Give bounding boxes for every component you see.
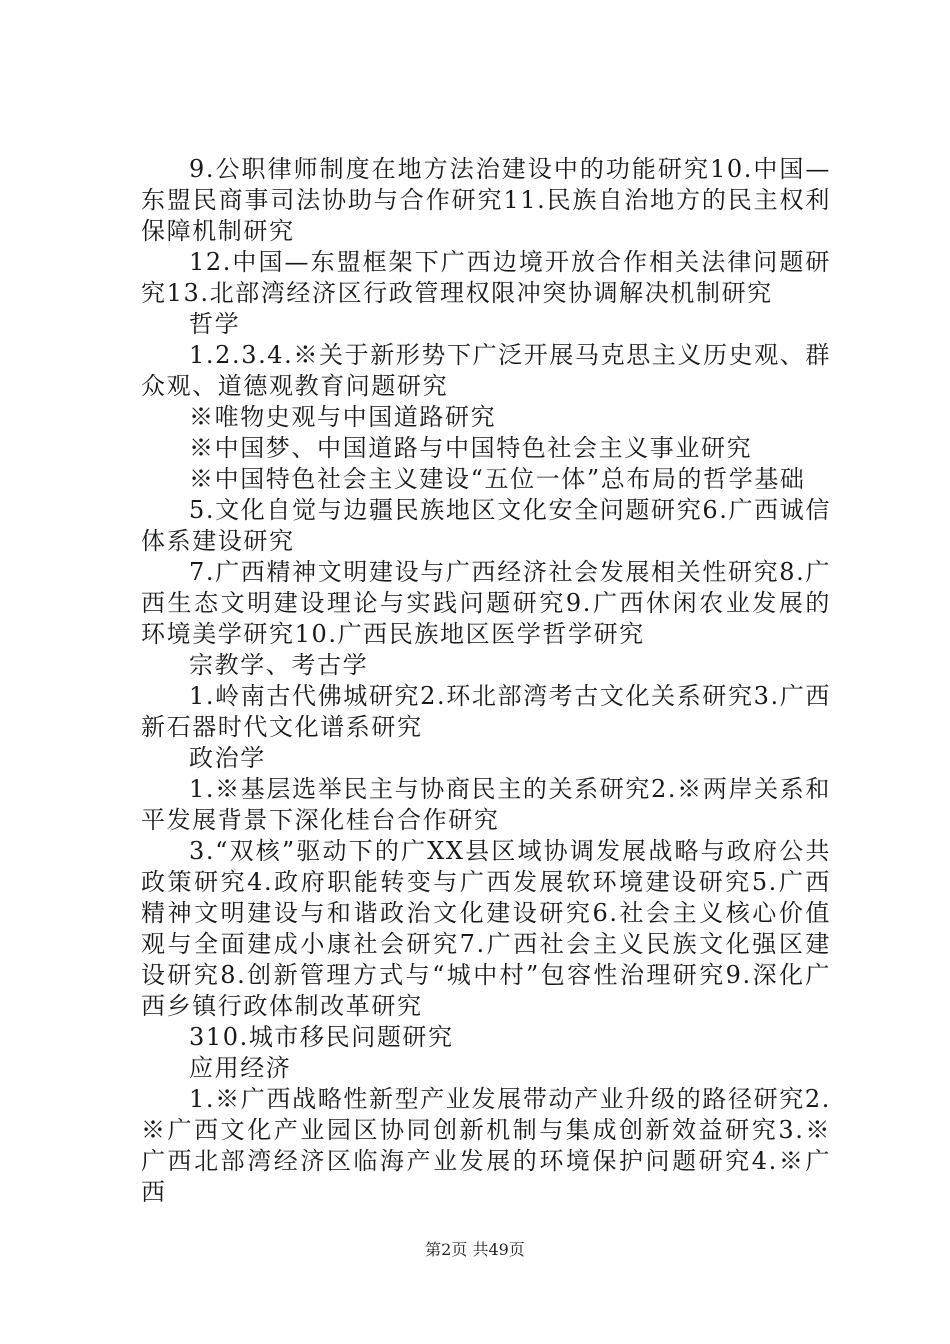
paragraph-law-topics-12-13: 12.中国—东盟框架下广西边境开放合作相关法律问题研究13.北部湾经济区行政管理权限冲突协调解决机制研究 [141, 248, 831, 307]
paragraph-politics-3-9: 3.“双核”驱动下的广XX县区域协调发展战略与政府公共政策研究4.政府职能转变与广西发展软环境建设研究5.广西精神文明建设与和谐政治文化建设研究6.社会主义核心价值观与全面建成小康社会研究7.广西社会主义民族文化强区建设研究8.创新管理方式与“城中村”包容性治理研究9.深化广西乡镇行政体制改革研究 [141, 837, 831, 1020]
paragraph-philosophy-china-dream: ※中国梦、中国道路与中国特色社会主义事业研究 [189, 434, 753, 462]
paragraph-economics-1-4: 1.※广西战略性新型产业发展带动产业升级的路径研究2.※广西文化产业园区协同创新机制与集成创新效益研究3.※广西北部湾经济区临海产业发展的环境保护问题研究4.※广西 [141, 1085, 831, 1206]
section-heading-philosophy: 哲学 [189, 310, 241, 338]
section-heading-politics: 政治学 [189, 744, 266, 772]
paragraph-philosophy-7-10: 7.广西精神文明建设与广西经济社会发展相关性研究8.广西生态文明建设理论与实践问题研究9.广西休闲农业发展的环境美学研究10.广西民族地区医学哲学研究 [141, 558, 831, 648]
paragraph-law-topics-9-11: 9.公职律师制度在地方法治建设中的功能研究10.中国—东盟民商事司法协助与合作研究11.民族自治地方的民主权利保障机制研究 [141, 155, 831, 245]
paragraph-politics-1-2: 1.※基层选举民主与协商民主的关系研究2.※两岸关系和平发展背景下深化桂台合作研究 [141, 775, 831, 834]
section-heading-applied-economics: 应用经济 [189, 1054, 292, 1082]
paragraph-philosophy-historical-materialism: ※唯物史观与中国道路研究 [189, 403, 497, 431]
paragraph-philosophy-five-in-one: ※中国特色社会主义建设“五位一体”总布局的哲学基础 [189, 465, 806, 493]
paragraph-philosophy-5-6: 5.文化自觉与边疆民族地区文化安全问题研究6.广西诚信体系建设研究 [141, 496, 831, 555]
document-body [141, 154, 831, 1208]
section-heading-religion-archaeology: 宗教学、考古学 [189, 651, 369, 679]
paragraph-religion-1-3: 1.岭南古代佛城研究2.环北部湾考古文化关系研究3.广西新石器时代文化谱系研究 [141, 682, 831, 741]
paragraph-politics-310: 310.城市移民问题研究 [189, 1023, 454, 1051]
page-number-footer: 第2页 共49页 [425, 1240, 525, 1259]
paragraph-philosophy-1-4: 1.2.3.4.※关于新形势下广泛开展马克思主义历史观、群众观、道德观教育问题研究 [141, 341, 831, 400]
